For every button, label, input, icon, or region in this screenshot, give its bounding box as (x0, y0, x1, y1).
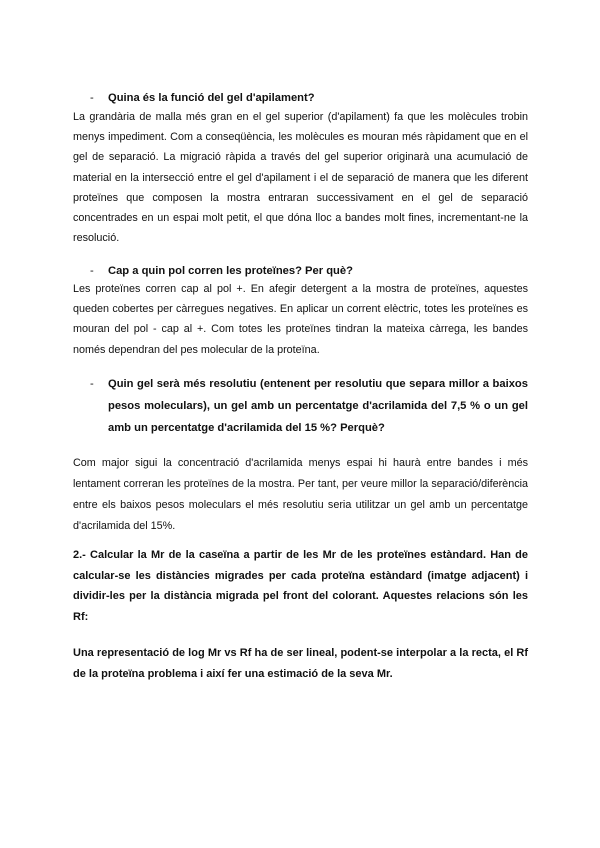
question-2-title: Cap a quin pol corren les proteïnes? Per què? (108, 265, 353, 277)
bullet-dash: - (90, 378, 94, 390)
bullet-dash: - (90, 265, 94, 277)
bullet-dash: - (90, 92, 94, 104)
answer-2-paragraph: Les proteïnes corren cap al pol +. En afegir detergent a la mostra de proteïnes, aquestes queden cobertes per càrregues negatives. En aplicar un corrent elèctric, totes les proteïnes es mouran del pol - cap al +. Com totes les proteïnes tindran la mateixa càrrega, les bandes només dependran del pes molecular de la proteïna. (73, 283, 528, 356)
section-2-note: Una representació de log Mr vs Rf ha de ser lineal, podent-se interpolar a la recta, el Rf de la proteïna problema i així fer una estimació de la seva Mr. (73, 647, 528, 680)
question-2-heading (90, 261, 528, 281)
question-3-title: Quin gel serà més resolutiu (entenent per resolutiu que separa millor a baixos pesos moleculars), un gel amb un percentatge d'acrilamida del 7,5 % o un gel amb un percentatge d'acrilamida del 15 %? Perquè? (108, 378, 528, 434)
section-2-heading: 2.- Calcular la Mr de la caseïna a partir de les Mr de les proteïnes estàndard. Han de calcular-se les distàncies migrades per cada proteïna estàndard (imatge adjacent) i dividir-les per la distància migrada pel front del colorant. Aquestes relacions són les Rf: (73, 549, 528, 623)
answer-3-paragraph: Com major sigui la concentració d'acrilamida menys espai hi haurà entre bandes i més lentament correran les proteïnes de la mostra. Per tant, per veure millor la separació/diferència entre els baixos pesos moleculars el més resolutiu seria utilitzar un gel amb un percentatge d'acrilamida del 15%. (73, 457, 528, 532)
question-1-heading (90, 88, 528, 108)
question-3-heading (90, 373, 528, 439)
answer-1-paragraph: La grandària de malla més gran en el gel superior (d'apilament) fa que les molècules trobin menys impediment. Com a conseqüència, les molècules es mouran més ràpidament que en el gel de separació. La migració ràpida a través del gel superior originarà una acumulació de material en la intersecció entre el gel d'apilament i el de separació de manera que les diferent proteïnes que composen la mostra entraran successivament en el gel de separació concentrades en un espai molt petit, el que dóna lloc a bandes molt fines, incrementant-ne la resolució. (73, 111, 528, 245)
question-1-title: Quina és la funció del gel d'apilament? (108, 92, 315, 104)
